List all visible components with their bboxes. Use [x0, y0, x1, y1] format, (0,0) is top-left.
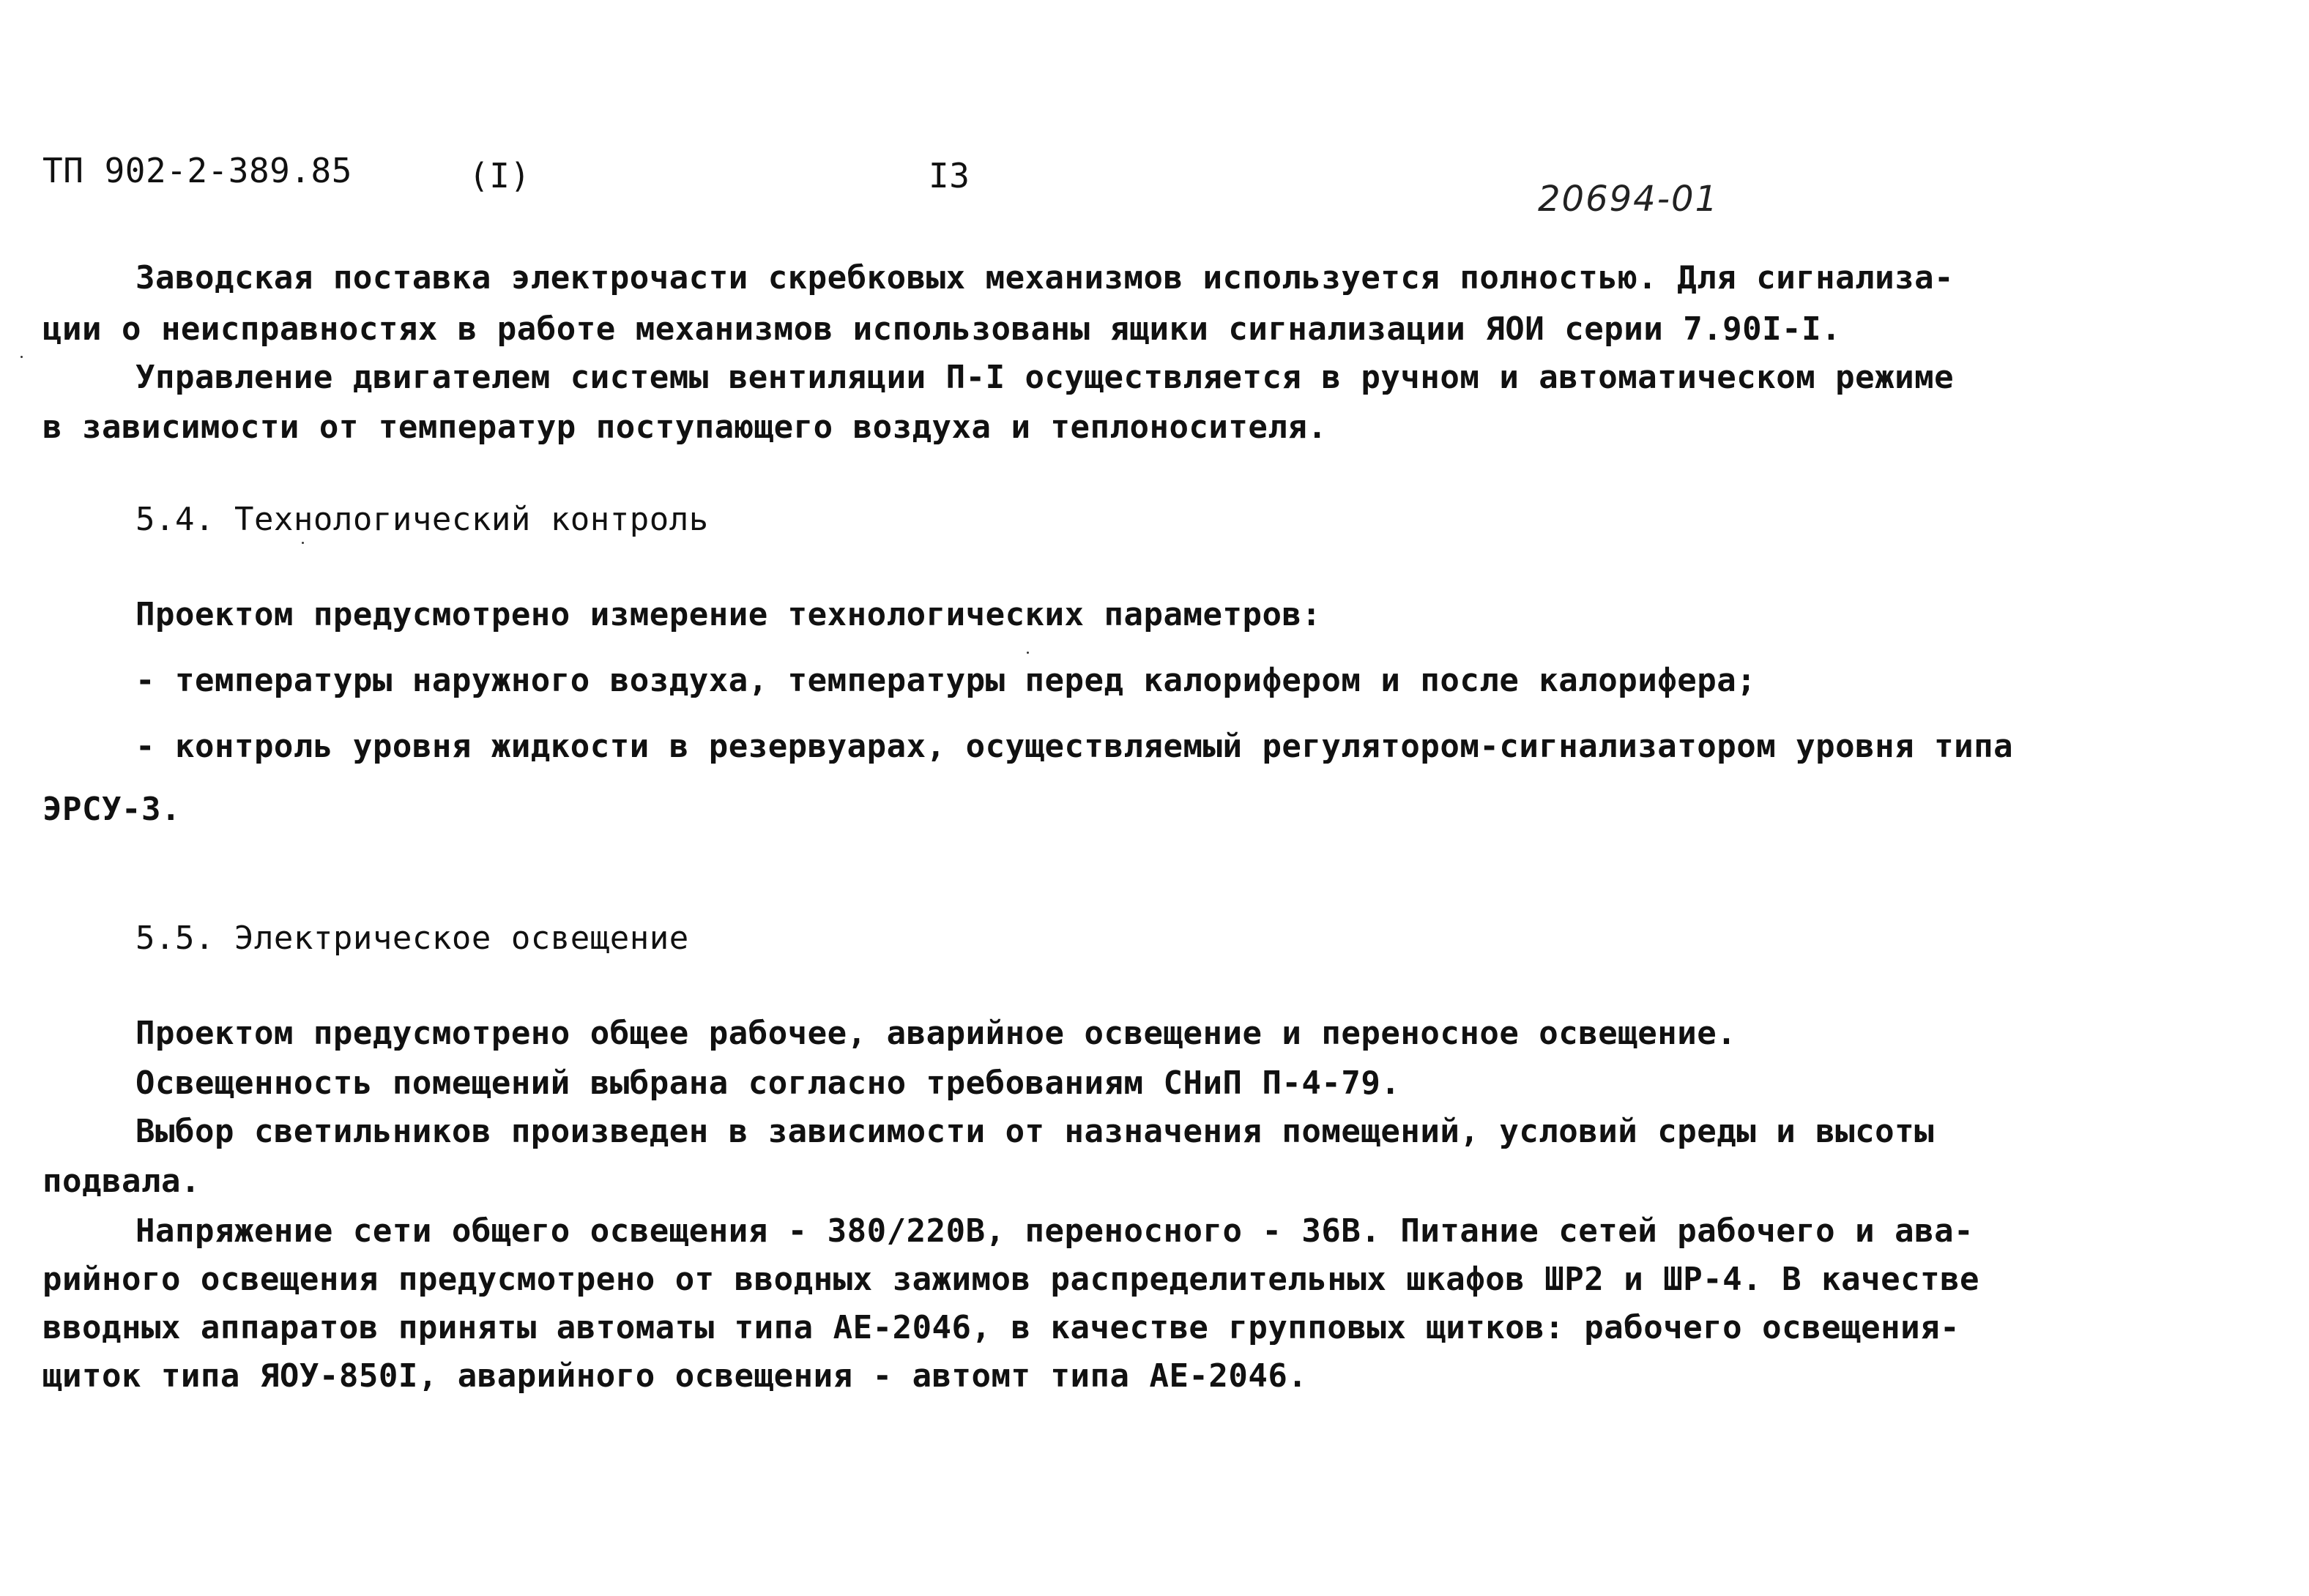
handwritten-number: 20694-01	[1538, 179, 1719, 220]
section-5-4-line-1: Проектом предусмотрено измерение технологических параметров:	[135, 596, 1322, 633]
intro-line-1: Заводская поставка электрочасти скребковых механизмов используется полностью. Для сигнализа-	[135, 259, 1955, 297]
section-5-5-title: 5.5. Электрическое освещение	[135, 920, 689, 957]
section-5-4-line-4: ЭРСУ-3.	[42, 791, 181, 828]
section-5-5-line-2: Освещенность помещений выбрана согласно требованиям СНиП П-4-79.	[135, 1064, 1401, 1102]
section-5-5-line-4: подвала.	[42, 1163, 201, 1200]
section-5-4-title: 5.4. Технологический контроль	[135, 501, 709, 538]
scan-speck	[1027, 652, 1029, 654]
section-5-5-line-6: рийного освещения предусмотрено от вводных зажимов распределительных шкафов ШР2 и ШР-4. В качестве	[42, 1261, 1980, 1298]
doc-code: ТП 902-2-389.85	[42, 151, 352, 190]
volume-number: (I)	[469, 156, 531, 195]
section-5-5-line-3: Выбор светильников произведен в зависимости от назначения помещений, условий среды и высоты	[135, 1113, 1935, 1150]
page-number: I3	[929, 156, 970, 195]
scan-speck	[302, 542, 304, 544]
section-5-5-line-1: Проектом предусмотрено общее рабочее, аварийное освещение и переносное освещение.	[135, 1015, 1737, 1052]
section-5-5-line-7: вводных аппаратов приняты автоматы типа АЕ-2046, в качестве групповых щитков: рабочего освещения-	[42, 1309, 1960, 1346]
intro-line-4: в зависимости от температур поступающего воздуха и теплоносителя.	[42, 409, 1328, 446]
intro-line-3: Управление двигателем системы вентиляции П-I осуществляется в ручном и автоматическом режиме	[135, 359, 1955, 396]
intro-line-2: ции о неисправностях в работе механизмов использованы ящики сигнализации ЯОИ серии 7.90I-I.	[42, 310, 1842, 348]
section-5-5-line-5: Напряжение сети общего освещения - 380/220В, переносного - 36В. Питание сетей рабочего и ава-	[135, 1212, 1974, 1250]
section-5-4-line-3: - контроль уровня жидкости в резервуарах, осуществляемый регулятором-сигнализатором уровня типа	[135, 728, 2014, 765]
scan-speck	[21, 356, 23, 358]
section-5-4-line-2: - температуры наружного воздуха, температуры перед калорифером и после калорифера;	[135, 662, 1757, 699]
section-5-5-line-8: щиток типа ЯОУ-850I, аварийного освещения - автомт типа АЕ-2046.	[42, 1357, 1308, 1395]
